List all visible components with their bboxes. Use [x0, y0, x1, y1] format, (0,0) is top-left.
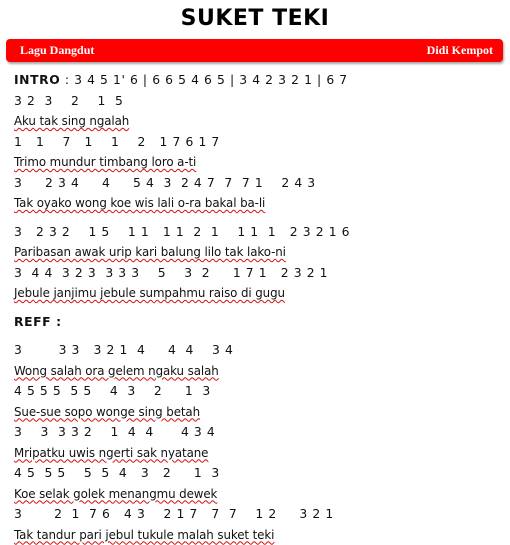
song-title: SUKET TEKI	[0, 6, 510, 31]
notes-line: 3 2 1 7 6 4 3 2 1 7 7 7 1 2 3 2 1	[14, 504, 498, 525]
lyric-line: Aku tak sing ngalah	[14, 111, 498, 132]
reff-label: REFF :	[14, 312, 498, 333]
lyric-line: Wong salah ora gelem ngaku salah	[14, 361, 498, 382]
header-banner	[6, 39, 503, 62]
notes-line: 3 2 3 4 4 5 4 3 2 4 7 7 7 1 2 4 3	[14, 173, 498, 194]
notes-line: 3 3 3 3 2 1 4 4 4 3 4	[14, 340, 498, 361]
lyric-line: Paribasan awak urip kari balung lilo tak lako-ni	[14, 242, 498, 263]
notes-line: 4 5 5 5 5 5 4 3 2 1 3	[14, 381, 498, 402]
notes-line: 4 5 5 5 5 5 4 3 2 1 3	[14, 463, 498, 484]
lyric-line: Koe selak golek menangmu dewek	[14, 484, 498, 505]
notes-line: 1 1 7 1 1 2 1 7 6 1 7	[14, 132, 498, 153]
intro-label: INTRO	[14, 72, 60, 87]
song-sheet	[14, 70, 504, 545]
artist-label: Didi Kempot	[427, 43, 493, 58]
lyric-line: Tak oyako wong koe wis lali o-ra bakal ba-li	[14, 193, 498, 214]
lyric-line: Sue-sue sopo wonge sing betah	[14, 402, 498, 423]
notes-line: 3 4 4 3 2 3 3 3 3 5 3 2 1 7 1 2 3 2 1	[14, 263, 498, 284]
lyric-line: Jebule janjimu jebule sumpahmu raiso di gugu	[14, 283, 498, 304]
intro-notes: : 3 4 5 1' 6 | 6 6 5 4 6 5 | 3 4 2 3 2 1 | 6 7	[60, 72, 347, 87]
notes-line: 3 2 3 2 1 5 1 1 1 1 2 1 1 1 1 2 3 2 1 6	[14, 222, 498, 243]
genre-label: Lagu Dangdut	[20, 43, 94, 58]
lyric-line: Tak tandur pari jebul tukule malah suket teki	[14, 525, 498, 545]
notes-line: 3 3 3 3 2 1 4 4 4 3 4	[14, 422, 498, 443]
notes-line: 3 2 3 2 1 5	[14, 91, 498, 112]
lyric-line: Mripatku uwis ngerti sak nyatane	[14, 443, 498, 464]
lyric-line: Trimo mundur timbang loro a-ti	[14, 152, 498, 173]
intro-line	[14, 70, 498, 91]
